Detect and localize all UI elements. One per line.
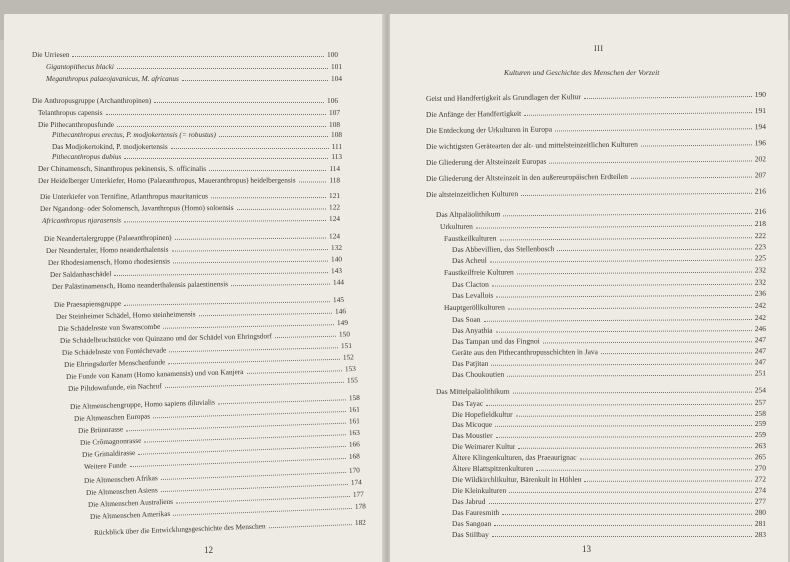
- dot-leader: [517, 272, 752, 275]
- toc-entry-title: Die Hopefieldkultur: [451, 409, 513, 419]
- toc-entry-title: Das Moustier: [451, 430, 493, 440]
- toc-entry-page: 108: [329, 120, 340, 129]
- toc-entry-pithecanthropus-dubius: [52, 152, 342, 161]
- toc-entry-title: Der Neandertaler, Homo neanderthalensis: [45, 244, 169, 255]
- toc-entry-page: 196: [754, 138, 767, 148]
- toc-entry-title: Der Palästinamensch, Homo neanderthalensis palaestinensis: [51, 279, 229, 291]
- dot-leader: [492, 536, 752, 537]
- toc-entry-title: Der Chinamensch, Sinanthropus pekinensis, S. officinalis: [38, 164, 207, 173]
- toc-entry-title: Die Pithecanthropusfunde: [38, 120, 114, 129]
- toc-entry-das-clacton: [452, 278, 766, 289]
- toc-entry-das-fauresmith: [452, 508, 766, 517]
- toc-entry-title: Das Levallois: [451, 290, 494, 300]
- toc-entry-title: Pithecanthropus erectus, P. modjokertensis (= robustus): [52, 130, 216, 139]
- toc-entry-page: 144: [332, 277, 345, 287]
- toc-entry-page: 108: [331, 130, 342, 139]
- toc-entry-page: 202: [754, 154, 767, 164]
- toc-entry-der-rhodesiamensch-homo-rhodesiensis: [48, 254, 342, 267]
- toc-entry-page: 170: [348, 465, 360, 475]
- toc-entry-title: Das Clacton: [451, 279, 489, 289]
- toc-entry-page: 242: [754, 312, 767, 322]
- toc-entry-title: Der Heidelberger Unterkiefer, Homo (Palaeanthropus, Maueranthropus) heidelbergensis: [37, 175, 296, 185]
- toc-entry-page: 277: [754, 496, 767, 506]
- toc-entry-title: Das Sangoan: [451, 518, 492, 528]
- dot-leader: [495, 425, 752, 427]
- toc-entry-page: 191: [754, 105, 767, 116]
- toc-entry-das-moustier: [452, 430, 766, 440]
- toc-entry-page: 263: [754, 441, 767, 451]
- toc-entry-page: 168: [348, 451, 360, 461]
- toc-entry-title: Das Micoque: [451, 419, 493, 429]
- section-subtitle: Kulturen und Geschichte des Menschen der Vorzeit: [504, 68, 660, 77]
- toc-entry-ltere-blattspitzenkulturen: [452, 463, 766, 473]
- toc-entry-page: 153: [344, 363, 357, 374]
- toc-entry-das-tampan-und-das-fingnoi: [452, 335, 766, 346]
- toc-entry-page: 132: [330, 242, 343, 253]
- left-page-number: 12: [204, 545, 213, 555]
- toc-entry-page: 254: [754, 385, 767, 395]
- toc-entry-die-altsteinzeitlichen-kulturen: [426, 187, 766, 199]
- toc-entry-page: 145: [332, 294, 345, 305]
- dot-leader: [536, 469, 751, 470]
- toc-entry-telanthropus-capensis: [38, 108, 340, 117]
- toc-entry-das-sangoan: [452, 519, 766, 528]
- toc-entry-page: 194: [754, 122, 767, 132]
- dot-leader: [114, 272, 328, 276]
- toc-entry-title: Der Saldanhaschädel: [49, 269, 112, 279]
- toc-entry-title: Die Ehringsdorfer Menschenfunde: [63, 357, 166, 369]
- toc-entry-title: Die Anfänge der Handfertigkeit: [425, 108, 522, 119]
- toc-entry-page: 152: [342, 352, 355, 362]
- toc-entry-page: 113: [331, 152, 342, 161]
- toc-entry-das-modjokertokind-p-modjokertensis: [52, 142, 342, 151]
- toc-entry-title: Die altsteinzeitlichen Kulturen: [425, 189, 519, 199]
- toc-entry-das-tayac: [452, 398, 766, 408]
- toc-entry-page: 143: [330, 265, 343, 276]
- toc-entry-page: 124: [328, 231, 341, 241]
- toc-entry-das-altpal-olithikum: [436, 207, 766, 219]
- toc-entry-title: Das Anyathia: [451, 325, 493, 335]
- toc-entry-page: 223: [754, 242, 767, 252]
- toc-entry-title: Das Stillbay: [452, 530, 489, 539]
- toc-entry-title: Das Mittelpaläolithikum: [435, 386, 510, 396]
- dot-leader: [524, 112, 752, 116]
- toc-entry-title: Die Altmenschen Afrikas: [83, 473, 158, 485]
- dot-leader: [175, 238, 327, 240]
- toc-entry-das-anyathia: [452, 324, 766, 335]
- toc-entry-title: Africanthropus njarasensis: [41, 215, 122, 225]
- dot-leader: [237, 209, 327, 210]
- toc-entry-title: Die Urriesen: [32, 50, 70, 59]
- dot-leader: [231, 284, 330, 287]
- toc-entry-title: Telanthropus capensis: [38, 108, 103, 117]
- toc-entry-page: 114: [329, 164, 340, 173]
- dot-leader: [557, 248, 751, 251]
- dot-leader: [496, 330, 752, 333]
- toc-entry-page: 100: [327, 50, 338, 59]
- toc-entry-title: Das Altpaläolithikum: [435, 209, 501, 219]
- toc-entry-title: Die Funde von Kanam (Homo kanamensis) und von Kanjera: [65, 367, 244, 381]
- toc-entry-page: 272: [754, 474, 767, 484]
- dot-leader: [518, 447, 751, 449]
- dot-leader: [509, 492, 751, 493]
- dot-leader: [299, 181, 327, 182]
- dot-leader: [516, 415, 752, 417]
- toc-entry-die-pithecanthropusfunde: [38, 120, 340, 129]
- toc-entry-title: Die Brünnrasse: [77, 424, 124, 435]
- toc-entry-page: 106: [327, 96, 338, 105]
- toc-entry-page: 259: [754, 430, 767, 440]
- toc-entry-das-micoque: [452, 419, 766, 429]
- toc-entry-title: Die Grimaldirasse: [81, 447, 136, 459]
- toc-entry-der-neandertaler-homo-neanderthalensis: [46, 243, 342, 255]
- dot-leader: [500, 237, 752, 240]
- toc-entry-title: Die Anthropusgruppe (Archanthropinen): [32, 96, 152, 105]
- dot-leader: [72, 56, 324, 57]
- toc-entry-page: 251: [754, 368, 767, 378]
- toc-entry-das-levallois: [452, 289, 766, 300]
- right-page: [390, 14, 788, 562]
- dot-leader: [555, 128, 752, 131]
- toc-entry-title: Hauptgeröllkulturen: [443, 302, 505, 312]
- dot-leader: [513, 392, 752, 394]
- toc-entry-die-neandertalergruppe-palaeanthropinen: [44, 231, 340, 243]
- dot-leader: [154, 102, 324, 103]
- dot-leader: [218, 399, 346, 404]
- dot-leader: [124, 220, 326, 222]
- dot-leader: [503, 213, 751, 216]
- toc-entry-pithecanthropus-erectus-p-modjokertensis: [52, 130, 342, 139]
- dot-leader: [641, 144, 752, 146]
- toc-entry-page: 232: [754, 277, 767, 287]
- toc-entry-title: Das Fauresmith: [451, 507, 500, 517]
- dot-leader: [117, 126, 326, 127]
- toc-entry-die-wichtigsten-ger-tearten-der-alt-und-: [426, 138, 766, 151]
- dot-leader: [130, 458, 346, 467]
- toc-entry-page: 207: [754, 170, 767, 180]
- toc-entry-title: Die Gliederung der Altsteinzeit in den außereuropäischen Erdteilen: [425, 171, 628, 183]
- toc-entry-der-heidelberger-unterkiefer-homo-palaea: [38, 175, 340, 185]
- toc-entry-africanthropus-njarasensis: [42, 214, 340, 225]
- toc-entry-page: 259: [754, 418, 767, 428]
- toc-entry-die-kleinkulturen: [452, 486, 766, 495]
- toc-entry-page: 122: [329, 202, 341, 212]
- toc-entry-page: 107: [329, 108, 340, 117]
- dot-leader: [490, 259, 752, 262]
- toc-entry-ger-te-aus-den-pithecanthropusschichten-: [452, 346, 766, 357]
- dot-leader: [169, 347, 338, 352]
- toc-entry-title: Der Ngandong- oder Solomensch, Javanthropus (Homo) soloensis: [39, 202, 234, 213]
- dot-leader: [580, 458, 752, 459]
- toc-entry-title: Die Entdeckung der Urkulturen in Europa: [425, 124, 553, 135]
- toc-entry-page: 101: [331, 62, 342, 71]
- toc-entry-page: 258: [754, 408, 767, 418]
- dot-leader: [163, 324, 334, 329]
- toc-entry-title: Das Modjokertokind, P. modjokertensis: [52, 142, 168, 151]
- dot-leader: [476, 225, 752, 229]
- dot-leader: [484, 319, 752, 322]
- toc-entry-der-chinamensch-sinanthropus-pekinensis-: [38, 164, 340, 173]
- toc-entry-title: Der Steinheimer Schädel, Homo steinheimensis: [55, 309, 196, 321]
- dot-leader: [507, 375, 751, 377]
- toc-entry-die-hopefieldkultur: [452, 409, 766, 419]
- toc-entry-die-weimarer-kultur: [452, 441, 766, 451]
- toc-entry-meganthropus-palaeojavanicus-m-africanus: [46, 74, 342, 83]
- toc-entry-page: 182: [354, 517, 366, 527]
- toc-entry-die-anf-nge-der-handfertigkeit: [426, 106, 766, 119]
- dot-leader: [117, 68, 328, 69]
- toc-entry-page: 177: [352, 489, 364, 499]
- toc-entry-die-urriesen: [32, 50, 338, 59]
- toc-entry-das-patjitan: [452, 357, 766, 368]
- toc-entry-page: 257: [754, 397, 767, 407]
- toc-entry-title: Meganthropus palaeojavanicus, M. africanus: [46, 74, 179, 83]
- toc-entry-title: Urkulturen: [439, 221, 473, 231]
- toc-entry-r-ckblick-ber-die-entwicklungsgeschichte: [94, 518, 366, 537]
- toc-entry-page: 247: [754, 357, 767, 367]
- toc-entry-page: 158: [348, 392, 360, 403]
- toc-entry-title: Rückblick über die Entwicklungsgeschichte des Menschen: [93, 521, 266, 537]
- toc-entry-die-unterkiefer-von-ternifine-atlanthrop: [40, 191, 340, 201]
- toc-entry-das-acheul: [452, 253, 766, 265]
- dot-leader: [172, 249, 329, 252]
- dot-leader: [502, 514, 751, 515]
- toc-entry-page: 146: [334, 306, 347, 316]
- dot-leader: [496, 295, 751, 298]
- dot-leader: [124, 301, 330, 306]
- toc-entry-page: 150: [338, 329, 351, 339]
- toc-entry-title: Die Crômagnonrasse: [79, 435, 142, 447]
- dot-leader: [275, 336, 336, 338]
- toc-entry-title: Ältere Klingenkulturen, das Praeaurignac: [451, 452, 577, 462]
- left-page: [4, 14, 386, 562]
- toc-entry-page: 140: [330, 254, 343, 264]
- toc-entry-geist-und-handfertigkeit-als-grundlagen-: [426, 90, 766, 103]
- dot-leader: [182, 80, 328, 81]
- dot-leader: [209, 170, 326, 171]
- toc-entry-die-entdeckung-der-urkulturen-in-europa: [426, 122, 766, 135]
- dot-leader: [211, 197, 326, 198]
- dot-leader: [494, 525, 751, 526]
- toc-entry-title: Die Gliederung der Altsteinzeit Europas: [425, 156, 547, 167]
- toc-entry-title: Das Choukoutien: [451, 369, 505, 379]
- toc-entry-title: Die Piltdownfunde, ein Nachruf: [67, 381, 162, 393]
- dot-leader: [492, 284, 752, 287]
- dot-leader: [173, 261, 328, 264]
- toc-entry-faustkeilkulturen: [444, 231, 766, 243]
- toc-entry-page: 242: [754, 300, 767, 310]
- toc-entry-die-wildkirchlikultur-b-renkult-in-h-hle: [452, 474, 766, 484]
- toc-entry-der-ngandong-oder-solomensch-javanthropu: [40, 202, 340, 213]
- toc-entry-page: 216: [754, 206, 767, 216]
- toc-entry-das-stillbay: [452, 530, 766, 539]
- toc-entry-title: Geräte aus den Pithecanthropusschichten in Java: [451, 347, 599, 357]
- toc-entry-die-gliederung-der-altsteinzeit-in-den-a: [426, 170, 766, 183]
- toc-entry-page: 124: [329, 213, 341, 223]
- toc-entry-hauptger-llkulturen: [444, 301, 766, 312]
- dot-leader: [508, 307, 752, 310]
- dot-leader: [124, 158, 328, 159]
- toc-entry-page: 151: [340, 340, 353, 351]
- toc-entry-title: Die Kleinkulturen: [451, 485, 507, 495]
- toc-entry-title: Die wichtigsten Gerätearten der alt- und mittelsteinzeitlichen Kulturen: [425, 139, 638, 151]
- dot-leader: [219, 136, 328, 137]
- dot-leader: [171, 148, 329, 149]
- dot-leader: [489, 503, 752, 504]
- toc-entry-page: 118: [329, 175, 341, 185]
- toc-entry-title: Faustkeilkulturen: [443, 233, 497, 243]
- toc-entry-title: Die Neandertalergruppe (Palaeanthropinen): [43, 232, 172, 243]
- toc-entry-title: Die Altmenschen Asiens: [85, 485, 158, 497]
- toc-entry-page: 265: [754, 452, 767, 462]
- dot-leader: [521, 193, 752, 196]
- toc-entry-page: 174: [350, 477, 362, 487]
- toc-entry-faustkeilfreie-kulturen: [444, 265, 766, 277]
- toc-entry-ltere-klingenkulturen-das-praeaurignac: [452, 452, 766, 462]
- dot-leader: [247, 370, 343, 374]
- toc-entry-das-soan: [452, 313, 766, 324]
- toc-entry-das-abbevillien-das-stellenbosch: [452, 242, 766, 254]
- toc-entry-page: 283: [754, 530, 766, 539]
- toc-entry-title: Das Jabrud: [451, 496, 486, 506]
- toc-entry-das-jabrud: [452, 497, 766, 506]
- dot-leader: [584, 96, 752, 99]
- toc-entry-title: Das Soan: [451, 314, 481, 324]
- toc-entry-page: 121: [329, 190, 341, 200]
- dot-leader: [106, 114, 327, 115]
- toc-entry-title: Ältere Blattspitzenkulturen: [451, 463, 534, 473]
- right-page-number: 13: [582, 544, 591, 554]
- dot-leader: [496, 436, 752, 438]
- dot-leader: [601, 352, 752, 354]
- toc-entry-das-mittelpal-olithikum: [436, 386, 766, 396]
- toc-entry-page: 247: [754, 335, 767, 345]
- dot-leader: [631, 177, 752, 179]
- dot-leader: [168, 359, 340, 364]
- toc-entry-page: 190: [754, 89, 767, 99]
- dot-leader: [173, 508, 352, 516]
- toc-entry-title: Das Patjitan: [451, 358, 489, 368]
- toc-entry-page: 178: [354, 501, 366, 511]
- toc-entry-page: 274: [754, 485, 767, 495]
- dot-leader: [486, 404, 752, 406]
- dot-leader: [543, 341, 752, 343]
- toc-entry-page: 166: [348, 439, 360, 449]
- toc-entry-page: 218: [754, 218, 767, 229]
- dot-leader: [165, 382, 344, 388]
- toc-entry-page: 222: [754, 231, 767, 241]
- toc-entry-title: Die Unterkiefer von Ternifine, Atlanthropus mauritanicus: [39, 191, 208, 201]
- running-head: III: [594, 44, 604, 53]
- toc-entry-title: Die Schädelreste von Fontéchevade: [61, 345, 167, 357]
- toc-entry-die-gliederung-der-altsteinzeit-europas: [426, 154, 766, 167]
- toc-entry-page: 236: [754, 288, 767, 298]
- dot-leader: [549, 160, 751, 163]
- toc-entry-title: Die Altmenschengruppe, Homo sapiens diluvialis: [69, 397, 215, 411]
- toc-entry-der-saldanhasch-del: [50, 266, 342, 279]
- toc-entry-page: 232: [754, 265, 767, 275]
- toc-entry-title: Die Schädelbruchstücke von Quinzano und der Schädel von Ehringsdorf: [59, 331, 273, 345]
- toc-entry-urkulturen: [440, 219, 766, 231]
- toc-entry-page: 270: [754, 463, 767, 473]
- toc-entry-title: Der Rhodesiamensch, Homo rhodesiensis: [47, 256, 171, 267]
- toc-entry-page: 111: [331, 142, 342, 151]
- toc-entry-title: Das Tampan und das Fingnoi: [451, 336, 540, 346]
- toc-entry-title: Gigantopithecus blacki: [46, 62, 114, 71]
- toc-entry-page: 225: [754, 253, 767, 263]
- toc-entry-page: 155: [346, 375, 359, 385]
- toc-entry-title: Die Weimarer Kultur: [451, 441, 516, 451]
- dot-leader: [491, 363, 751, 365]
- toc-entry-title: Das Acheul: [451, 255, 487, 265]
- toc-entry-title: Geist und Handfertigkeit als Grundlagen der Kultur: [425, 92, 582, 103]
- toc-entry-page: 161: [348, 404, 360, 414]
- toc-entry-page: 280: [754, 507, 767, 517]
- toc-entry-title: Das Tayac: [451, 398, 484, 408]
- toc-entry-title: Das Abbevillien, das Stellenbosch: [451, 244, 555, 254]
- dot-leader: [584, 480, 751, 481]
- toc-entry-der-pal-stinamensch-homo-neanderthalensi: [52, 277, 344, 291]
- toc-entry-title: Die Wildkirchlikultur, Bärenkult in Höhlen: [451, 474, 582, 484]
- toc-entry-title: Die Altmenschen Europas: [73, 411, 151, 423]
- toc-entry-title: Die Praesapiensgruppe: [53, 298, 122, 309]
- toc-entry-title: Die Schädelreste von Swanscombe: [57, 321, 161, 333]
- toc-entry-title: Faustkeilfreie Kulturen: [443, 267, 514, 277]
- toc-entry-page: 149: [336, 317, 349, 328]
- toc-entry-page: 163: [348, 427, 360, 438]
- toc-entry-page: 247: [754, 346, 767, 356]
- toc-entry-page: 246: [754, 324, 767, 334]
- toc-entry-die-anthropusgruppe-archanthropinen: [32, 96, 338, 105]
- toc-entry-title: Die Altmenschen Australiens: [87, 496, 174, 509]
- toc-entry-page: 216: [754, 186, 767, 196]
- toc-entry-title: Pithecanthropus dubius: [52, 152, 122, 161]
- toc-entry-gigantopithecus-blacki: [46, 62, 342, 71]
- toc-entry-page: 161: [348, 416, 360, 426]
- dot-leader: [269, 524, 352, 528]
- toc-entry-page: 104: [331, 74, 342, 83]
- dot-leader: [199, 313, 332, 317]
- toc-entry-title: Die Altmenschen Amerikas: [89, 508, 171, 521]
- toc-entry-das-choukoutien: [452, 368, 766, 379]
- toc-entry-title: Weitere Funde: [83, 460, 127, 471]
- toc-entry-page: 281: [754, 518, 767, 528]
